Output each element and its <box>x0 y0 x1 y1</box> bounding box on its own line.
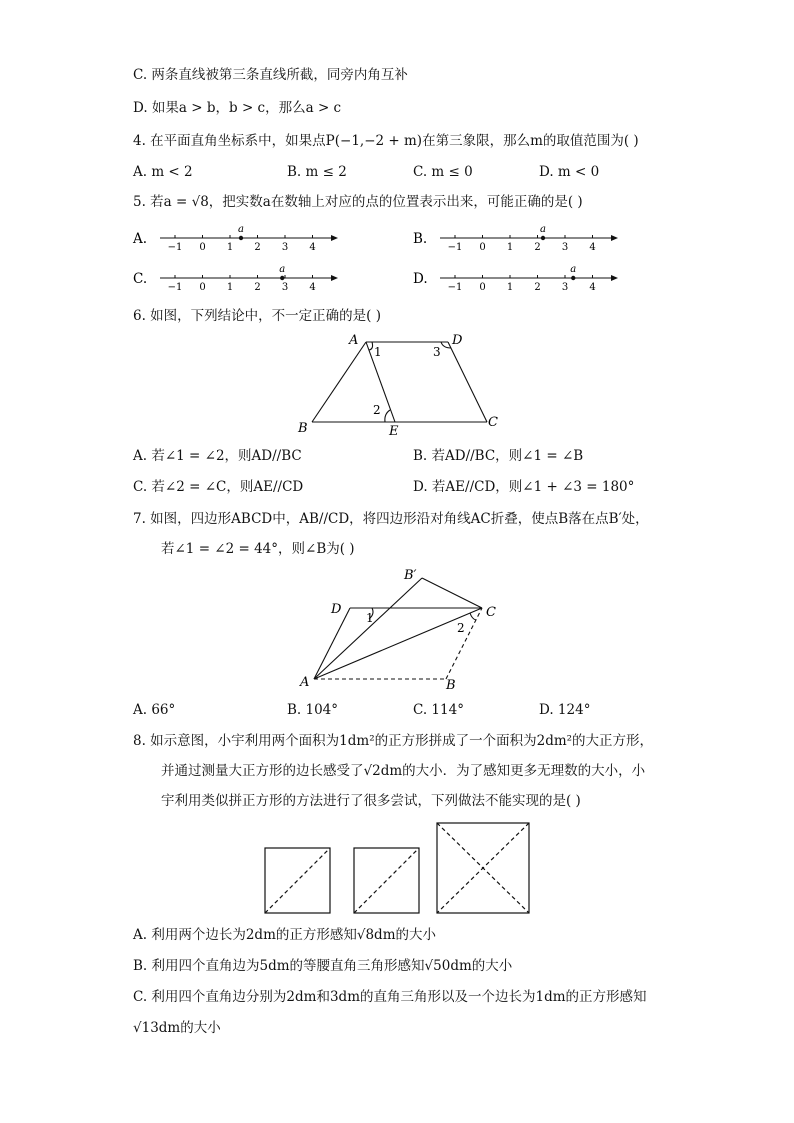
q7-stem-2: 若∠1 = ∠2 = 44°，则∠B为( ) <box>161 541 355 557</box>
q6-option-b: B. 若AD//BC，则∠1 = ∠B <box>413 448 584 464</box>
q3-option-d: D. 如果a > b，b > c，那么a > c <box>133 100 342 116</box>
q7-option-a: A. 66° <box>133 702 176 718</box>
option-letter: C. <box>133 271 148 287</box>
label-angle-1: 1 <box>366 611 374 625</box>
q4-option-c: C. m ≤ 0 <box>413 164 473 180</box>
tick-label: −1 <box>167 282 183 293</box>
tick-label: −1 <box>447 242 463 253</box>
tick-label: 3 <box>561 242 569 253</box>
q4-option-b: B. m ≤ 2 <box>287 164 347 180</box>
tick-label: 3 <box>281 282 289 293</box>
q7-figure <box>0 562 794 692</box>
point-a <box>239 236 243 240</box>
tick-label: 1 <box>226 282 234 293</box>
label-d: D <box>331 602 342 617</box>
q5-number-lines <box>0 218 794 318</box>
label-a: A <box>300 675 310 690</box>
tick-label: 2 <box>254 282 261 293</box>
big-square-diagonal-2 <box>437 823 529 913</box>
q6-figure <box>0 330 794 440</box>
label-e: E <box>389 424 399 439</box>
edge-ad <box>314 608 350 679</box>
tick-label: 3 <box>281 242 289 253</box>
tick-label: 2 <box>534 242 541 253</box>
label-b-prime: B′ <box>404 568 417 583</box>
edge-ac <box>314 608 482 679</box>
tick-label: 1 <box>506 282 514 293</box>
tick-label: 3 <box>561 282 569 293</box>
option-letter: B. <box>413 231 428 247</box>
q8-option-a: A. 利用两个边长为2dm的正方形感知√8dm的大小 <box>133 927 436 943</box>
label-a: A <box>349 333 359 348</box>
q7-option-b: B. 104° <box>287 702 339 718</box>
arrow-icon <box>331 235 338 241</box>
q5-stem: 5. 若a = √8，把实数a在数轴上对应的点的位置表示出来，可能正确的是( ) <box>133 194 583 210</box>
number-line-option-1 <box>132 224 338 253</box>
tick-label: 1 <box>506 242 514 253</box>
tick-label: 2 <box>254 242 261 253</box>
edge-bc-dashed <box>446 608 482 679</box>
label-angle-2: 2 <box>373 403 381 417</box>
number-line-option-2 <box>413 224 618 253</box>
tick-label: 4 <box>589 242 596 253</box>
angle-2-arc <box>470 613 476 620</box>
point-a <box>541 236 545 240</box>
label-angle-2: 2 <box>457 621 465 635</box>
tick-label: 4 <box>309 242 316 253</box>
q8-stem: 8. 如示意图，小宇利用两个面积为1dm²的正方形拼成了一个面积为2dm²的大正方形， <box>133 733 654 749</box>
option-letter: A. <box>133 231 148 247</box>
tick-label: 0 <box>199 242 206 253</box>
small-square-1-diagonal <box>265 848 330 913</box>
point-a-label: a <box>279 264 286 275</box>
tick-label: 0 <box>479 242 486 253</box>
label-d: D <box>452 333 463 348</box>
edge-b-prime-c <box>422 578 482 608</box>
label-c: C <box>488 415 498 430</box>
q7-option-c: C. 114° <box>413 702 464 718</box>
q4-option-d: D. m < 0 <box>539 164 600 180</box>
angle-1-arc <box>369 342 373 350</box>
label-c: C <box>486 605 496 620</box>
q8-figure <box>0 820 794 920</box>
q8-stem-2: 并通过测量大正方形的边长感受了√2dm的大小．为了感知更多无理数的大小，小 <box>161 763 646 779</box>
q6-option-c: C. 若∠2 = ∠C，则AE//CD <box>133 479 304 495</box>
label-angle-3: 3 <box>433 345 441 359</box>
option-letter: D. <box>413 271 428 287</box>
tick-label: 0 <box>479 282 486 293</box>
q6-stem: 6. 如图，下列结论中，不一定正确的是( ) <box>133 308 381 324</box>
tick-label: 1 <box>226 242 234 253</box>
q3-option-c: C. 两条直线被第三条直线所截，同旁内角互补 <box>133 67 408 83</box>
q8-stem-3: 宇利用类似拼正方形的方法进行了很多尝试，下列做法不能实现的是( ) <box>161 793 581 809</box>
q4-stem: 4. 在平面直角坐标系中，如果点P(−1,−2 + m)在第三象限，那么m的取值范围为( ) <box>133 133 639 149</box>
tick-label: 4 <box>309 282 316 293</box>
number-line-option-4 <box>413 264 618 293</box>
tick-label: −1 <box>167 242 183 253</box>
q8-option-b: B. 利用四个直角边为5dm的等腰直角三角形感知√50dm的大小 <box>133 958 513 974</box>
point-a <box>571 276 575 280</box>
label-b: B <box>298 421 308 436</box>
angle-2-arc <box>385 410 390 422</box>
point-a-label: a <box>540 224 546 235</box>
arrow-icon <box>611 235 618 241</box>
arrow-icon <box>611 275 618 281</box>
q7-stem: 7. 如图，四边形ABCD中，AB//CD，将四边形沿对角线AC折叠，使点B落在点B′处， <box>133 511 649 527</box>
point-a <box>280 276 284 280</box>
point-a-label: a <box>570 264 577 275</box>
tick-label: 0 <box>199 282 206 293</box>
point-a-label: a <box>238 224 244 235</box>
label-b: B <box>446 678 456 693</box>
number-line-option-3 <box>133 264 338 293</box>
q6-option-a: A. 若∠1 = ∠2，则AD//BC <box>133 448 302 464</box>
tick-label: −1 <box>447 282 463 293</box>
small-square-2-diagonal <box>354 848 419 913</box>
q8-option-c-cont: √13dm的大小 <box>133 1020 221 1036</box>
q4-option-a: A. m < 2 <box>133 164 193 180</box>
edge-ab <box>312 342 366 422</box>
edge-dc <box>448 342 487 422</box>
arrow-icon <box>331 275 338 281</box>
q7-option-d: D. 124° <box>539 702 591 718</box>
q6-option-d: D. 若AE//CD，则∠1 + ∠3 = 180° <box>413 479 635 495</box>
q8-option-c: C. 利用四个直角边分别为2dm和3dm的直角三角形以及一个边长为1dm的正方形感知 <box>133 989 647 1005</box>
tick-label: 2 <box>534 282 541 293</box>
edge-ab-prime <box>314 578 422 679</box>
tick-label: 4 <box>589 282 596 293</box>
label-angle-1: 1 <box>374 345 382 359</box>
